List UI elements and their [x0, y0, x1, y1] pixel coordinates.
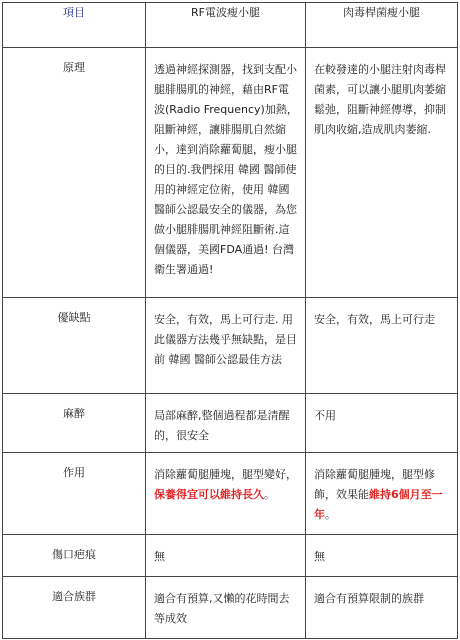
header-rf: RF電波瘦小腿	[146, 3, 306, 48]
row-label-target-group: 適合族群	[3, 577, 146, 639]
cell-botox-principle: 在較發達的小腿注射肉毒桿菌素，可以讓小腿肌肉萎縮鬆弛，阻斷神經傳導，抑制肌肉收縮,造成肌肉萎縮.	[306, 48, 458, 298]
rf-effect-text: 消除蘿蔔腿腫塊，腿型變好，	[154, 468, 297, 481]
cell-botox-target-group: 適合有預算限制的族群	[306, 577, 458, 639]
cell-rf-anesthesia: 局部麻醉,整個過程都是清醒的，很安全	[146, 394, 306, 453]
cell-rf-scar: 無	[146, 535, 306, 577]
header-botox: 肉毒桿菌瘦小腿	[306, 3, 458, 48]
cell-botox-scar: 無	[306, 535, 458, 577]
row-label-effect: 作用	[3, 453, 146, 535]
rf-effect-highlight: 保養得宜可以維持長久	[154, 488, 264, 501]
comparison-table	[2, 2, 458, 639]
cell-rf-target-group: 適合有預算,又懶的花時間去等成效	[146, 577, 306, 639]
table-row	[3, 48, 458, 298]
botox-effect-highlight: 維持6個月至一年	[314, 488, 443, 521]
table-header-row	[3, 3, 458, 48]
table-row	[3, 453, 458, 535]
botox-effect-end: 。	[325, 508, 336, 521]
row-label-principle: 原理	[3, 48, 146, 298]
cell-botox-anesthesia: 不用	[306, 394, 458, 453]
cell-rf-principle: 透過神經探測器，找到支配小腿腓腸肌的神經，藉由RF電波(Radio Frequency)加熱，阻斷神經，讓腓腸肌自然縮小，達到消除蘿蔔腿，瘦小腿的目的.我們採用 韓國 醫師使用的神經定位術，使用 韓國 醫師公認最安全的儀器，為您做小腿腓腸肌神經阻斷術.這個儀器，美國FDA通過! 台灣衛生署通過!	[146, 48, 306, 298]
table-row	[3, 577, 458, 639]
cell-rf-effect	[146, 453, 306, 535]
cell-botox-effect	[306, 453, 458, 535]
table-row	[3, 535, 458, 577]
table-row	[3, 394, 458, 453]
cell-rf-pros-cons: 安全，有效，馬上可行走. 用此儀器方法幾乎無缺點，是目前 韓國 醫師公認最佳方法	[146, 298, 306, 394]
row-label-pros-cons: 優缺點	[3, 298, 146, 394]
row-label-scar: 傷口疤痕	[3, 535, 146, 577]
table-row	[3, 298, 458, 394]
cell-botox-pros-cons: 安全，有效，馬上可行走	[306, 298, 458, 394]
header-item: 項目	[3, 3, 146, 48]
botox-effect-text: 消除蘿蔔腿腫塊，腿型修飾，效果能	[314, 468, 435, 501]
rf-effect-end: 。	[264, 488, 275, 501]
row-label-anesthesia: 麻醉	[3, 394, 146, 453]
